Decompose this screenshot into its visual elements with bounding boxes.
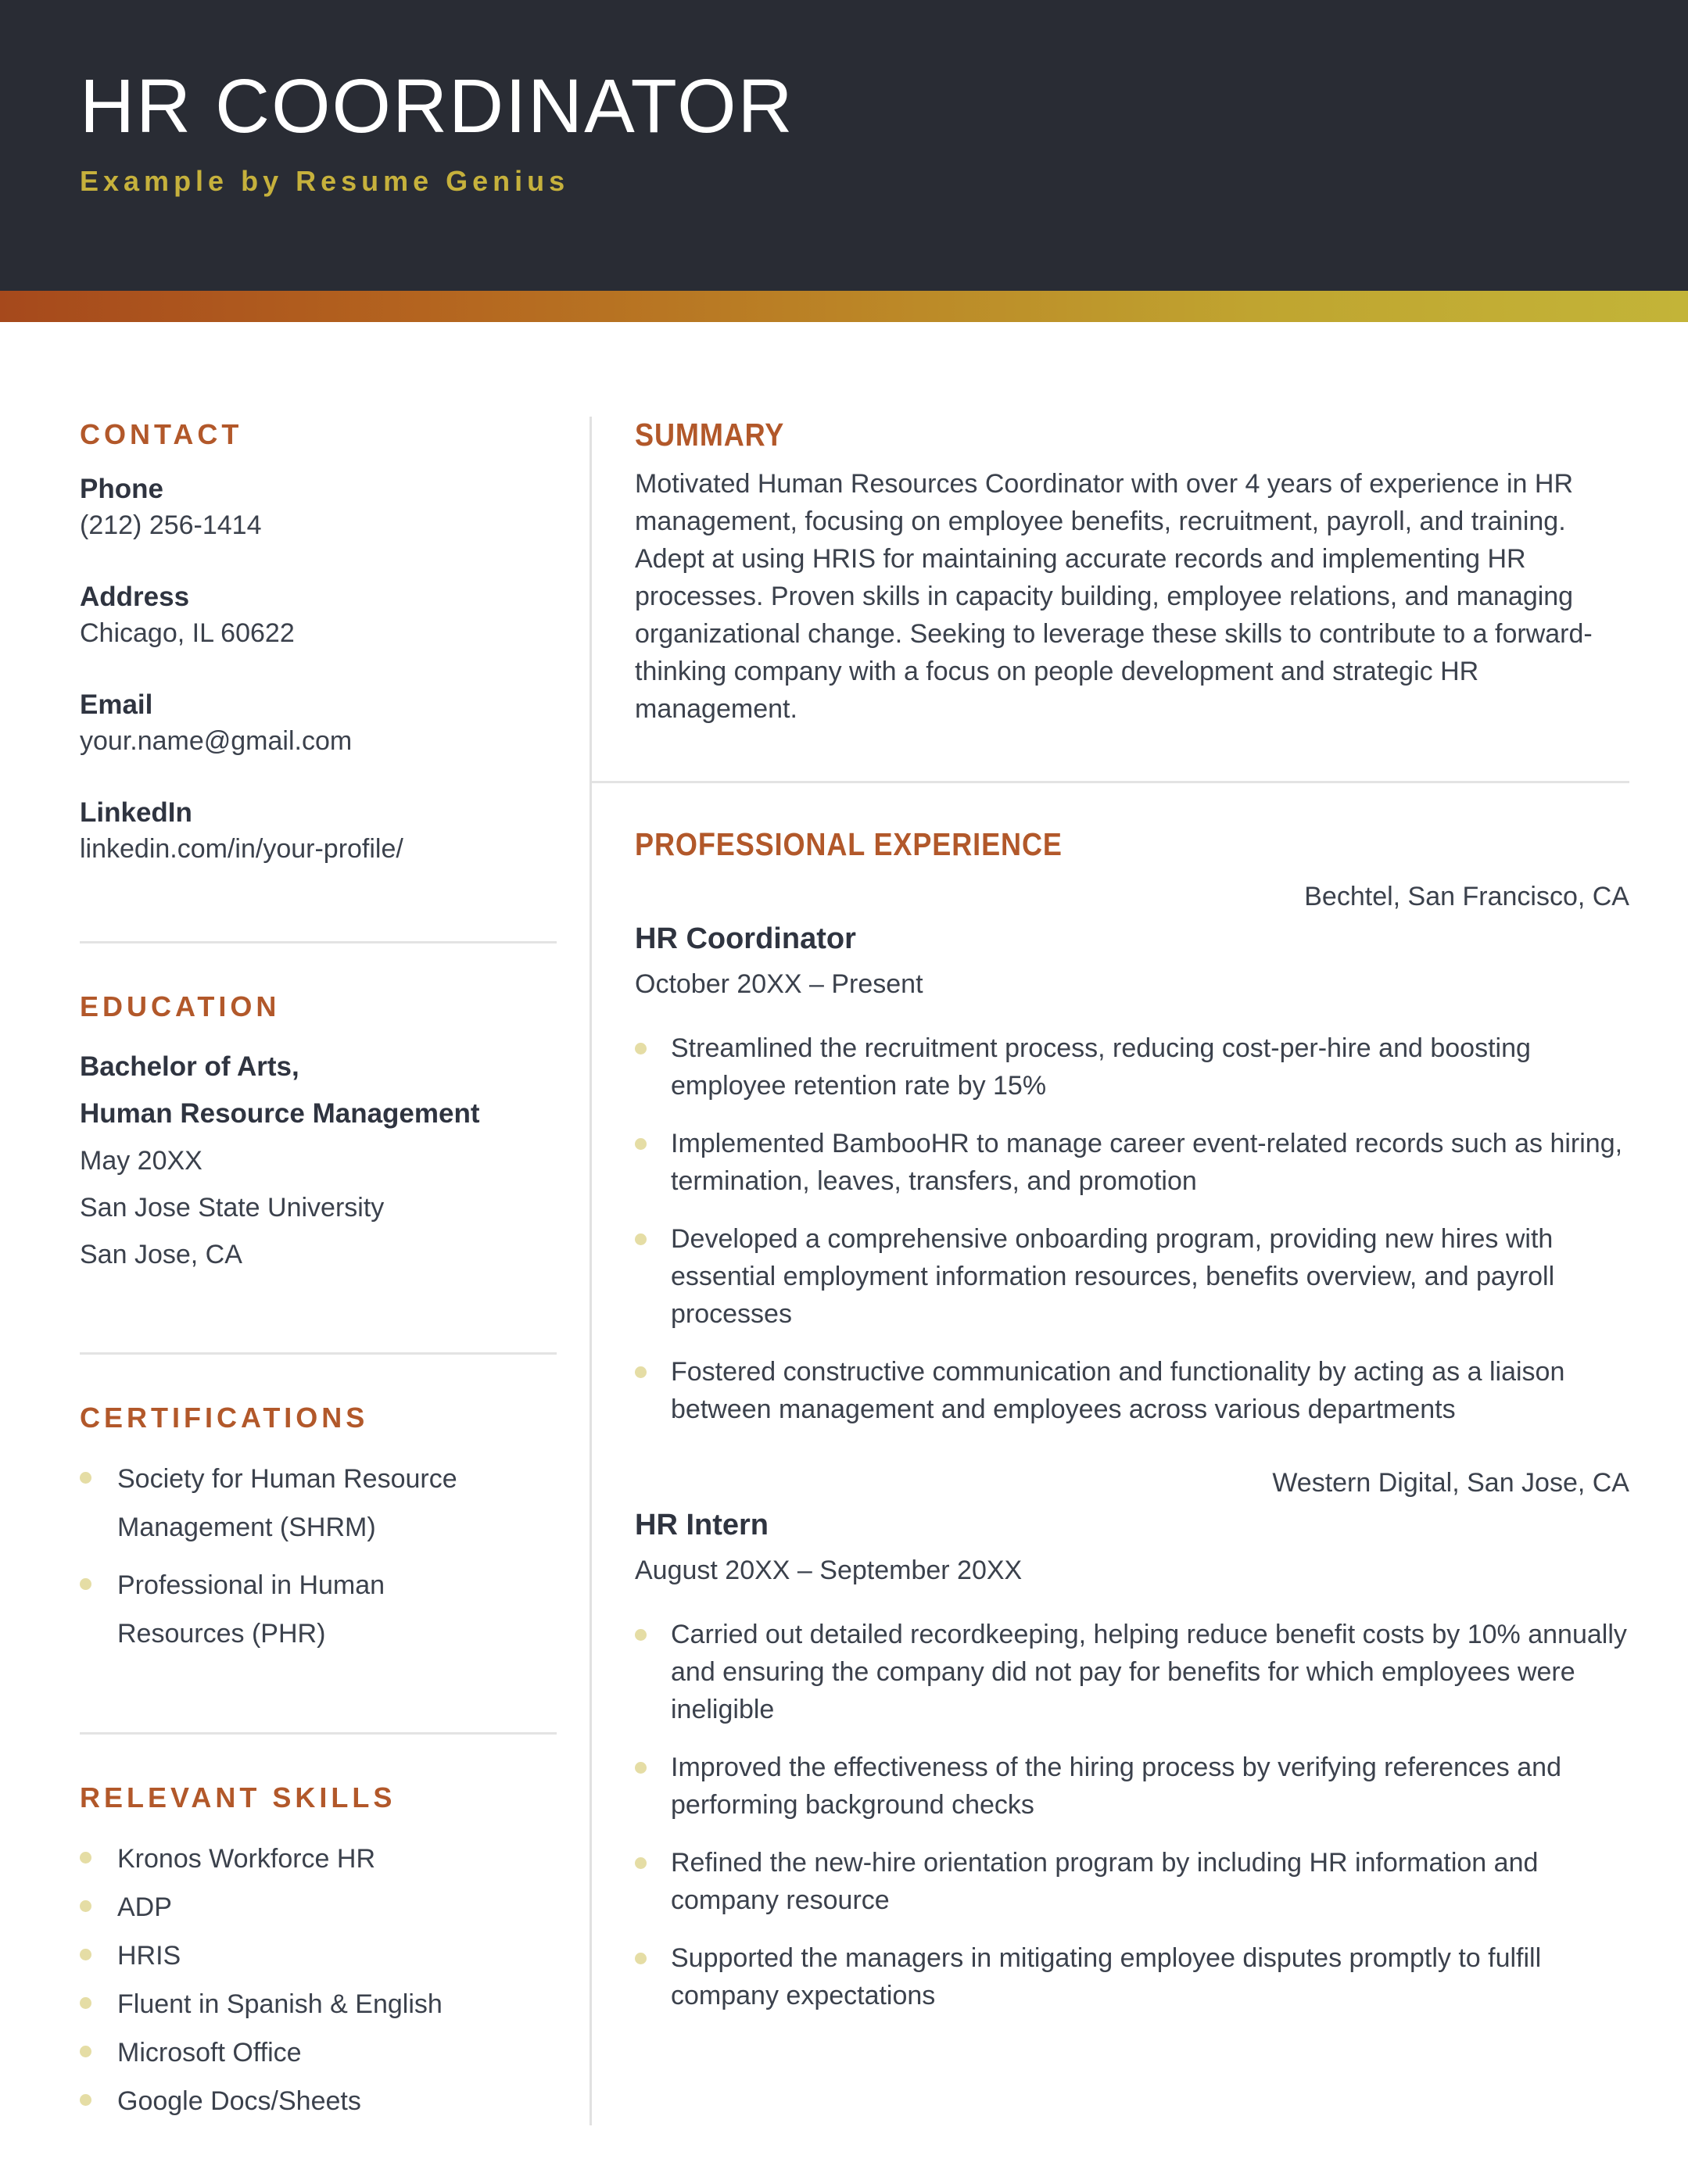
contact-value: linkedin.com/in/your-profile/ [80, 834, 403, 864]
list-item [80, 1561, 557, 1658]
job-title: HR Intern [635, 1509, 769, 1541]
job-dates: October 20XX – Present [635, 969, 923, 999]
skill-text: Fluent in Spanish & English [117, 1989, 443, 2019]
divider [592, 781, 1629, 783]
summary-section [635, 417, 1629, 728]
resume-body [80, 417, 1665, 2125]
graduation-date: May 20XX [80, 1146, 202, 1176]
achievement-text: Streamlined the recruitment process, reducing cost-per-hire and boosting employee retention rate by 15% [671, 1033, 1531, 1101]
achievement-text: Supported the managers in mitigating employee disputes promptly to fulfill company expectations [671, 1943, 1542, 2010]
bullet-dot-icon [80, 1949, 91, 1960]
certifications-heading: CERTIFICATIONS [80, 1402, 369, 1434]
list-item [80, 1455, 557, 1552]
experience-entry [635, 1464, 1629, 2014]
bullet-dot-icon [80, 1472, 91, 1484]
bullet-dot-icon [80, 1997, 91, 2009]
achievement-text: Implemented BambooHR to manage career event-related records such as hiring, termination, leaves, transfers, and promotion [671, 1129, 1623, 1196]
skill-text: Microsoft Office [117, 2038, 302, 2068]
achievement-text: Carried out detailed recordkeeping, helping reduce benefit costs by 10% annually and ensuring the company did not pay for benefits for which employees were ineligible [671, 1620, 1627, 1724]
experience-section [635, 826, 1629, 2014]
list-item [635, 1029, 1629, 1105]
education-heading: EDUCATION [80, 990, 281, 1022]
summary-heading: SUMMARY [635, 417, 785, 453]
resume-header [0, 0, 1688, 291]
achievement-text: Improved the effectiveness of the hiring process by verifying references and performing background checks [671, 1753, 1561, 1820]
list-item [635, 1616, 1629, 1728]
contact-heading: CONTACT [80, 418, 243, 450]
bullet-dot-icon [635, 1043, 647, 1054]
page-subtitle: Example by Resume Genius [80, 164, 570, 197]
experience-heading: PROFESSIONAL EXPERIENCE [635, 826, 1063, 862]
education-section [80, 989, 557, 1278]
list-item [635, 1749, 1629, 1824]
contact-value: your.name@gmail.com [80, 726, 353, 756]
list-item [80, 2028, 557, 2077]
skills-heading: RELEVANT SKILLS [80, 1781, 396, 1813]
company-location: Bechtel, San Francisco, CA [1304, 882, 1629, 911]
skill-text: HRIS [117, 1941, 181, 1971]
list-item [80, 1980, 557, 2028]
contact-value: (212) 256-1414 [80, 510, 262, 540]
divider [80, 1352, 557, 1355]
skills-section [80, 1780, 557, 2125]
summary-paragraph: Motivated Human Resources Coordinator with over 4 years of experience in HR management, focusing on employee benefits, recruitment, payroll, and training. Adept at using HRIS for maintaining accurate records and implementing HR processes. Proven skills in capacity building, employee relations, and managing organizational change. Seeking to leverage these skills to contribute to a forward-thinking company with a focus on people development and strategic HR management. [635, 469, 1593, 724]
left-column [80, 417, 592, 2125]
skill-text: Kronos Workforce HR [117, 1844, 376, 1874]
divider [80, 941, 557, 943]
education-entry [80, 1044, 557, 1278]
list-item [635, 1844, 1629, 1919]
achievement-text: Refined the new-hire orientation program by including HR information and company resource [671, 1848, 1539, 1915]
list-item [635, 1353, 1629, 1428]
contact-value: Chicago, IL 60622 [80, 618, 295, 648]
contact-label: Address [80, 582, 190, 612]
bullet-dot-icon [635, 1762, 647, 1774]
page-title: HR COORDINATOR [80, 63, 794, 149]
list-item [635, 1125, 1629, 1200]
bullet-dot-icon [635, 1629, 647, 1641]
divider [80, 1732, 557, 1735]
job-dates: August 20XX – September 20XX [635, 1556, 1023, 1585]
degree-major: Human Resource Management [80, 1098, 480, 1129]
contact-label: Phone [80, 474, 163, 504]
bullet-dot-icon [635, 1953, 647, 1964]
experience-entry [635, 878, 1629, 1428]
bullet-dot-icon [80, 1852, 91, 1864]
bullet-dot-icon [635, 1366, 647, 1378]
certification-text: Society for Human Resource Management (SHRM) [117, 1464, 457, 1542]
job-bullet-list [635, 1029, 1629, 1428]
achievement-text: Developed a comprehensive onboarding program, providing new hires with essential employment information resources, benefits overview, and payroll processes [671, 1224, 1555, 1329]
bullet-dot-icon [635, 1233, 647, 1245]
skill-text: ADP [117, 1892, 172, 1922]
certification-text: Professional in Human Resources (PHR) [117, 1570, 385, 1649]
job-bullet-list [635, 1616, 1629, 2014]
achievement-text: Fostered constructive communication and functionality by acting as a liaison between management and employees across various departments [671, 1357, 1565, 1424]
certifications-section [80, 1400, 557, 1658]
accent-gradient-bar [0, 291, 1688, 322]
degree-name: Bachelor of Arts, [80, 1051, 299, 1082]
list-item [80, 1932, 557, 1980]
contact-item-linkedin [80, 795, 557, 867]
bullet-dot-icon [635, 1857, 647, 1869]
list-item [80, 2077, 557, 2125]
list-item [80, 1835, 557, 1883]
job-title: HR Coordinator [635, 922, 856, 955]
contact-item-phone [80, 471, 557, 543]
list-item [635, 1939, 1629, 2014]
list-item [635, 1220, 1629, 1333]
school-location: San Jose, CA [80, 1240, 242, 1269]
right-column [592, 417, 1665, 2125]
skill-text: Google Docs/Sheets [117, 2086, 361, 2116]
contact-item-address [80, 579, 557, 651]
bullet-dot-icon [635, 1138, 647, 1150]
bullet-dot-icon [80, 1578, 91, 1590]
contact-item-email [80, 687, 557, 759]
bullet-dot-icon [80, 2094, 91, 2106]
contact-label: Email [80, 689, 153, 720]
contact-section [80, 417, 557, 867]
school-name: San Jose State University [80, 1193, 385, 1223]
list-item [80, 1883, 557, 1932]
bullet-dot-icon [80, 2046, 91, 2057]
company-location: Western Digital, San Jose, CA [1272, 1468, 1629, 1498]
contact-label: LinkedIn [80, 797, 192, 828]
bullet-dot-icon [80, 1900, 91, 1912]
